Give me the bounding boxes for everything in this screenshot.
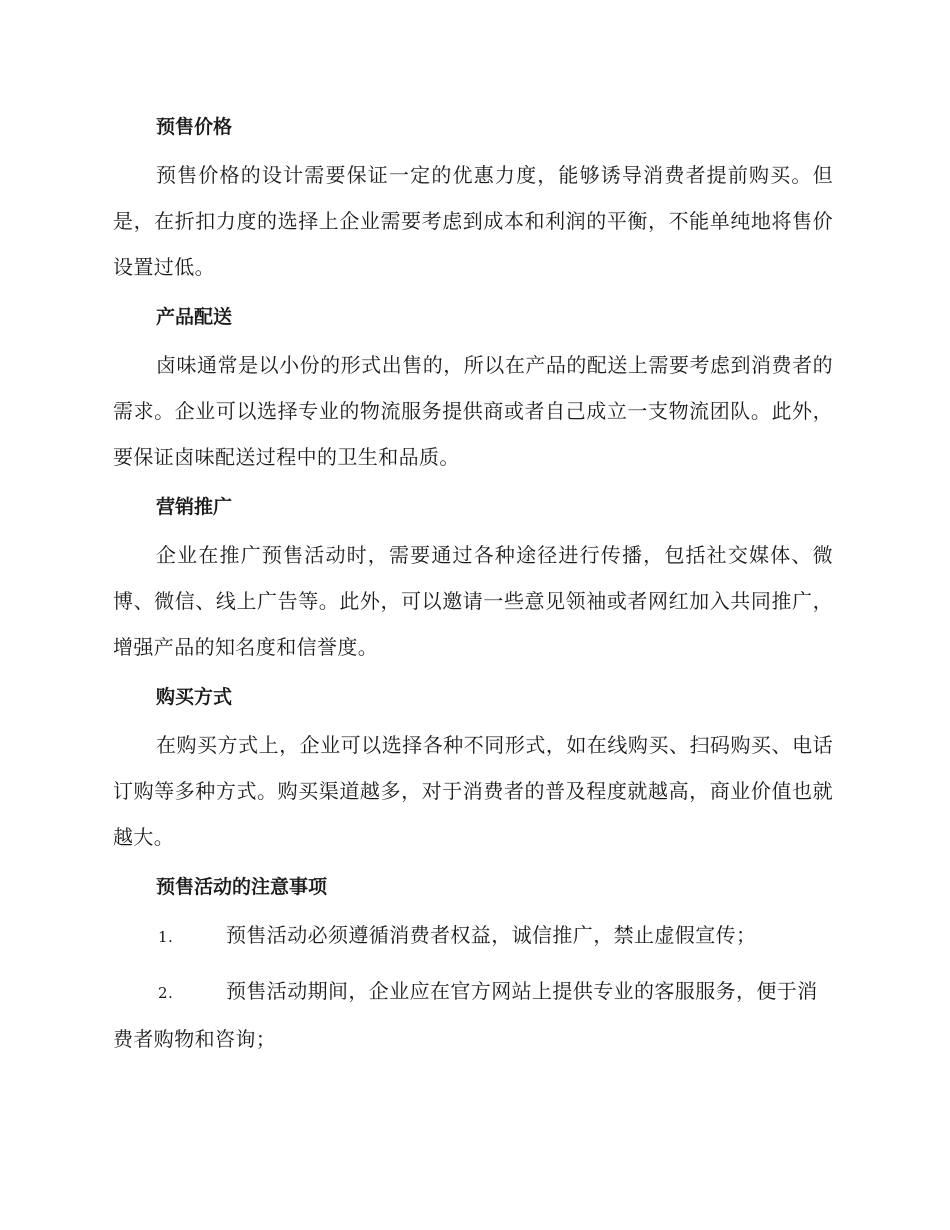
section-heading: 预售价格 <box>156 116 233 138</box>
section-presale-price <box>113 108 833 290</box>
list-item <box>113 912 833 960</box>
document-page <box>113 108 833 1070</box>
section-paragraph: 在购买方式上，企业可以选择各种不同形式，如在线购买、扫码购买、电话订购等多种方式。购买渠道越多，对于消费者的普及程度就越高，商业价值也就越大。 <box>113 733 833 849</box>
list-item-number: 2. <box>158 984 174 1002</box>
list-item <box>113 968 833 1062</box>
section-paragraph: 预售价格的设计需要保证一定的优惠力度，能够诱导消费者提前购买。但是，在折扣力度的选择上企业需要考虑到成本和利润的平衡，不能单纯地将售价设置过低。 <box>113 163 833 279</box>
section-heading: 预售活动的注意事项 <box>156 876 328 898</box>
section-paragraph: 卤味通常是以小份的形式出售的，所以在产品的配送上需要考虑到消费者的需求。企业可以选择专业的物流服务提供商或者自己成立一支物流团队。此外，要保证卤味配送过程中的卫生和品质。 <box>113 353 833 469</box>
section-product-delivery <box>113 298 833 480</box>
section-purchase-method <box>113 678 833 860</box>
list-item-text: 预售活动期间，企业应在官方网站上提供专业的客服服务，便于消费者购物和咨询； <box>113 979 818 1051</box>
section-marketing <box>113 488 833 670</box>
section-heading: 购买方式 <box>156 686 233 708</box>
section-paragraph: 企业在推广预售活动时，需要通过各种途径进行传播，包括社交媒体、微博、微信、线上广告等。此外，可以邀请一些意见领袖或者网红加入共同推广，增强产品的知名度和信誉度。 <box>113 543 833 659</box>
section-notes <box>113 868 833 1062</box>
section-heading: 产品配送 <box>156 306 233 328</box>
list-item-number: 1. <box>158 928 174 946</box>
section-heading: 营销推广 <box>156 496 233 518</box>
list-item-text: 预售活动必须遵循消费者权益，诚信推广，禁止虚假宣传； <box>226 923 757 947</box>
